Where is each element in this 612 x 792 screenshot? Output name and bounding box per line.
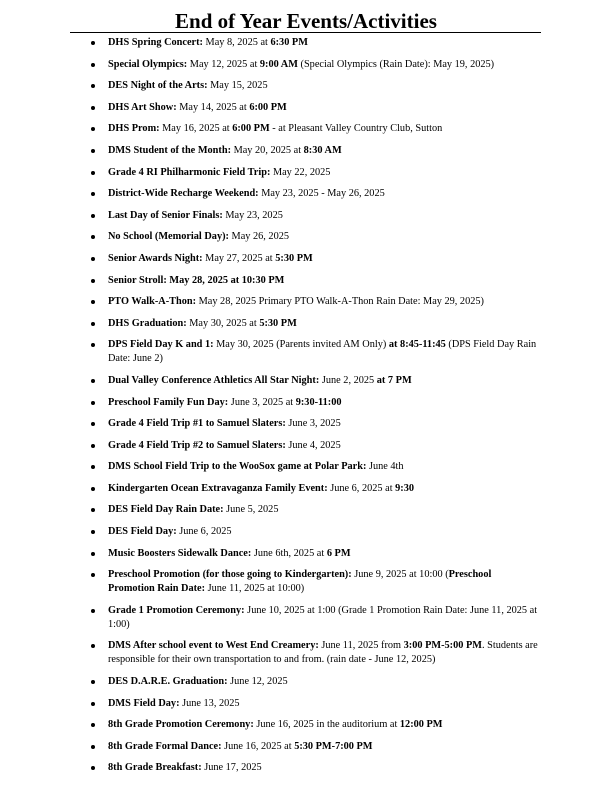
event-bold-text: Senior Awards Night: — [108, 252, 203, 264]
event-text: May 8, 2025 at — [202, 37, 271, 48]
event-bold-text: DES Field Day Rain Date: — [108, 504, 224, 516]
event-item — [108, 460, 540, 474]
event-item — [108, 252, 540, 266]
event-bold-text: DHS Spring Concert: — [108, 37, 203, 48]
event-text: May 12, 2025 at — [187, 58, 260, 70]
event-bold-text: DHS Art Show: — [108, 101, 177, 113]
event-bold-text: 8th Grade Breakfast: — [108, 762, 202, 774]
event-bold-text: DHS Graduation: — [108, 317, 187, 329]
event-text: June 6th, 2025 at — [251, 547, 327, 559]
event-item — [108, 144, 540, 158]
event-item — [108, 740, 540, 754]
event-item — [108, 338, 540, 366]
event-bold-text: DMS After school event to West End Creamery: — [108, 640, 319, 652]
event-text: June 16, 2025 in the auditorium at — [253, 719, 400, 731]
event-text: (Special Olympics (Rain Date): May 19, 2025) — [297, 58, 495, 70]
event-bold-text: Grade 4 Field Trip #2 to Samuel Slaters: — [108, 439, 286, 451]
event-bold-text: 9:00 AM — [259, 58, 298, 70]
event-bold-text: 5:30 PM — [259, 317, 297, 329]
event-bold-text: Senior Stroll: May 28, 2025 at 10:30 PM — [108, 274, 285, 286]
events-list — [108, 36, 540, 783]
event-bold-text: 9:30 — [395, 482, 415, 494]
event-item — [108, 697, 540, 711]
event-item — [108, 639, 540, 667]
event-text: - at Pleasant Valley Country Club, Sutton — [269, 123, 443, 135]
event-bold-text: Preschool Promotion (for those going to Kindergarten): — [108, 569, 352, 581]
event-text: June 11, 2025 from — [318, 640, 404, 652]
event-bold-text: Last Day of Senior Finals: — [108, 209, 223, 221]
event-text: May 30, 2025 at — [186, 317, 260, 329]
event-text: June 9, 2025 at 10:00 ( — [351, 569, 449, 581]
event-text: June 3, 2025 at — [228, 396, 296, 408]
event-item — [108, 187, 540, 201]
event-item — [108, 503, 540, 517]
event-text: June 17, 2025 — [201, 762, 262, 774]
event-item — [108, 36, 540, 50]
event-text: May 26, 2025 — [228, 231, 290, 243]
event-bold-text: Grade 1 Promotion Ceremony: — [108, 604, 245, 616]
event-bold-text: Grade 4 RI Philharmonic Field Trip: — [108, 166, 271, 178]
event-bold-text: 8th Grade Formal Dance: — [108, 740, 222, 752]
event-bold-text: DES Night of the Arts: — [108, 80, 208, 92]
event-item — [108, 482, 540, 496]
event-bold-text: 6:00 PM — [249, 101, 287, 113]
event-bold-text: Preschool Promotion Rain Date: — [108, 569, 492, 595]
event-item — [108, 166, 540, 180]
event-text: June 6, 2025 at — [327, 482, 396, 494]
event-item — [108, 675, 540, 689]
event-text: May 23, 2025 - May 26, 2025 — [258, 188, 385, 200]
event-bold-text: 3:00 PM-5:00 PM — [403, 640, 482, 652]
event-text: . Students are responsible for their own transportation to and from. (rain date - June 12, 2025) — [108, 640, 538, 666]
event-bold-text: Dual Valley Conference Athletics All Star Night: — [108, 374, 320, 386]
event-bold-text: Special Olympics: — [108, 58, 188, 70]
event-item — [108, 718, 540, 732]
event-bold-text: DMS Student of the Month: — [108, 144, 231, 156]
event-text: May 28, 2025 Primary PTO Walk-A-Thon Rain Date: May 29, 2025) — [196, 296, 484, 308]
event-bold-text: Music Boosters Sidewalk Dance: — [108, 547, 252, 559]
event-bold-text: DMS School Field Trip to the WooSox game at Polar Park: — [108, 461, 367, 473]
event-text: June 3, 2025 — [285, 418, 341, 430]
event-bold-text: 8:30 AM — [303, 144, 342, 156]
event-bold-text: at 8:45-11:45 — [388, 339, 446, 351]
event-text: May 22, 2025 — [270, 166, 331, 178]
event-item — [108, 317, 540, 331]
event-item — [108, 122, 540, 136]
event-bold-text: at 7 PM — [376, 374, 412, 386]
event-bold-text: No School (Memorial Day): — [108, 231, 229, 243]
event-item — [108, 101, 540, 115]
event-text: May 20, 2025 at — [231, 144, 304, 156]
event-item — [108, 417, 540, 431]
event-bold-text: DHS Prom: — [108, 123, 160, 135]
event-item — [108, 439, 540, 453]
event-text: June 6, 2025 — [176, 526, 232, 538]
event-text: June 2, 2025 — [319, 374, 377, 386]
event-bold-text: Grade 4 Field Trip #1 to Samuel Slaters: — [108, 418, 286, 430]
event-bold-text: District-Wide Recharge Weekend: — [108, 188, 259, 200]
event-text: (DPS Field Day Rain Date: June 2) — [108, 339, 537, 365]
event-text: June 16, 2025 at — [221, 740, 295, 752]
event-text: June 13, 2025 — [179, 697, 240, 709]
event-item — [108, 761, 540, 775]
title-underline — [70, 32, 541, 33]
event-bold-text: DES Field Day: — [108, 526, 177, 538]
event-item — [108, 58, 540, 72]
event-text: May 15, 2025 — [207, 80, 268, 92]
event-bold-text: 8th Grade Promotion Ceremony: — [108, 719, 254, 731]
event-item — [108, 374, 540, 388]
event-item — [108, 396, 540, 410]
event-text: May 14, 2025 at — [176, 101, 250, 113]
event-item — [108, 209, 540, 223]
event-bold-text: 12:00 PM — [399, 719, 443, 731]
event-text: May 27, 2025 at — [202, 252, 276, 264]
event-text: May 30, 2025 (Parents invited AM Only) — [213, 339, 389, 351]
event-text: June 4th — [366, 461, 404, 473]
event-bold-text: 5:30 PM-7:00 PM — [294, 740, 373, 752]
event-item — [108, 568, 540, 596]
page-title: End of Year Events/Activities — [175, 9, 437, 33]
event-bold-text: 9:30-11:00 — [295, 396, 342, 408]
event-bold-text: DMS Field Day: — [108, 697, 180, 709]
event-item — [108, 274, 540, 288]
event-item — [108, 79, 540, 93]
event-bold-text: Preschool Family Fun Day: — [108, 396, 229, 408]
event-bold-text: DES D.A.R.E. Graduation: — [108, 676, 228, 688]
event-item — [108, 525, 540, 539]
event-bold-text: PTO Walk-A-Thon: — [108, 296, 197, 308]
event-bold-text: 6 PM — [326, 547, 351, 559]
event-item — [108, 547, 540, 561]
event-bold-text: 6:00 PM — [232, 123, 270, 135]
event-bold-text: Kindergarten Ocean Extravaganza Family Event: — [108, 482, 328, 494]
event-bold-text: 6:30 PM — [270, 37, 308, 48]
event-bold-text: DPS Field Day K and 1: — [108, 339, 214, 351]
event-text: June 10, 2025 at 1:00 (Grade 1 Promotion Rain Date: June 11, 2025 at 1:00) — [108, 604, 538, 630]
event-text: June 12, 2025 — [227, 676, 288, 688]
event-text: May 16, 2025 at — [159, 123, 233, 135]
event-bold-text: 5:30 PM — [275, 252, 313, 264]
event-text: June 4, 2025 — [285, 439, 341, 451]
event-text: June 5, 2025 — [223, 504, 279, 516]
event-item — [108, 230, 540, 244]
event-item — [108, 604, 540, 632]
event-item — [108, 295, 540, 309]
event-text: June 11, 2025 at 10:00) — [205, 583, 305, 595]
event-text: May 23, 2025 — [222, 209, 283, 221]
